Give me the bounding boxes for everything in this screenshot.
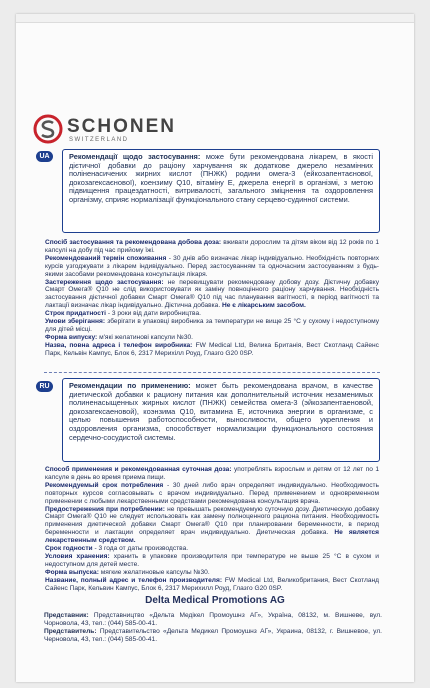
ua-shelf-title: Строк придатності	[45, 310, 106, 318]
brand-subtitle: SWITZERLAND	[69, 137, 129, 143]
schonen-logo-icon	[33, 114, 63, 144]
ru-shelf-body: - 3 года от даты производства.	[94, 545, 189, 553]
ua-manufacturer-title: Назва, повна адреса і телефон виробника:	[45, 341, 193, 349]
ru-not-medicine: Не является лекарственным средством.	[45, 529, 379, 545]
ua-manufacturer-body: FW Medical Ltd, Велика Британія, Вест Скотланд Сайенс Парк, Кельвін Кампус, Блок 6, 2317 Мерихілл Роуд, Глазго G20 0SP.	[45, 341, 379, 357]
ru-language-badge: RU	[36, 381, 53, 392]
rep-title-ua: Представник:	[44, 612, 89, 619]
ua-details	[45, 239, 379, 358]
ru-term-title: Рекомендуемый срок потребления	[45, 481, 164, 489]
ua-dose-body: вживати дорослим та дітям віком від 12 років по 1 капсулі на добу під час прийому їжі.	[45, 239, 379, 254]
ru-dose-title: Способ применения и рекомендованная суточная доза:	[45, 466, 232, 473]
ru-manufacturer-title: Название, полный адрес и телефон производителя:	[45, 576, 223, 584]
ru-details	[45, 466, 379, 593]
ru-form-title: Форма выпуска:	[45, 568, 99, 576]
package-top-flap	[16, 14, 414, 23]
ua-shelf-body: - 3 роки від дати виробництва.	[107, 310, 201, 318]
ua-storage-title: Умови зберігання:	[45, 318, 106, 326]
ua-dose-title: Спосіб застосування та рекомендована добова доза:	[45, 239, 222, 246]
ua-term-title: Рекомендований термін споживання	[45, 254, 167, 262]
ua-warnings-body: не перевищувати рекомендовану добову дозу. Дієтичну добавку Смарт Омега® Q10 не слід використовувати як заміну повноцінного раціону харчування. Необхідність застосування дієтичної добавки Смарт Омега® Q10 під час планування вагітності, в період вагітності та лактації визначає лікар індивідуально. Дієтична добавка.	[45, 278, 379, 310]
ua-not-medicine: Не є лікарським засобом.	[222, 302, 306, 310]
ru-storage-title: Условия хранения:	[45, 552, 110, 560]
ua-language-badge: UA	[36, 151, 53, 162]
ua-term-body: - 30 днів або визначає лікар індивідуально. Необхідність повторних курсів узгоджувати з лікарем індивідуально. Перед застосуванням та одночасним застосуванням з будь-якими засобами рекомендована консультація лікаря.	[45, 254, 379, 278]
ru-warnings-body: не превышать рекомендуемую суточную дозу. Диетическую добавку Смарт Омега® Q10 не следует использовать как замену полноценного рациона питания. Необходимость применения диетической добавки Смарт Омега® Q10 при планировании беременности, в период беременности и лактации определяет врач индивидуально. Диетическая добавка.	[45, 505, 379, 537]
ua-form-title: Форма випуску:	[45, 333, 98, 341]
ru-recommendation-title: Рекомендации по применению:	[69, 381, 191, 390]
section-divider	[44, 372, 380, 373]
ru-term-body: - 30 дней либо врач определяет индивидуально. Необходимость повторных курсов согласовывать с врачом индивидуально. Перед применением и одновременном применении с любыми лекарственными средствами рекомендована консультация врача.	[45, 481, 379, 505]
ru-shelf-title: Срок годности	[45, 545, 93, 553]
ru-dose-body: употреблять взрослым и детям от 12 лет по 1 капсуле в день во время приема пищи.	[45, 466, 379, 481]
representative-info	[44, 612, 382, 644]
ua-recommendation-body: може бути рекомендована лікарем, в якості дієтичної добавки до раціону харчування як додаткове джерело незамінних поліненасичених жирних кислот (ПНЖК) родини омега-3 (ейкозапентаєнової, докозагексаєнової), коензиму Q10, вітаміну Е, джерела енергії в організмі, з метою підвищення працездатності, витривалості, загального зміцнення та оздоровлення організму, сприяє нормалізації функціонального стану серцево-судинної системи.	[69, 152, 374, 204]
ru-recommendation-panel	[62, 378, 380, 462]
company-name: Delta Medical Promotions AG	[145, 595, 285, 606]
ru-form-body: мягкие желатиновые капсулы №30.	[100, 568, 210, 576]
ua-warnings-title: Застереження щодо застосування:	[45, 278, 164, 286]
ua-form-body: м'які желатинові капсули №30.	[99, 333, 193, 341]
ru-storage-body: хранить в упаковке производителя при температуре не выше 25 °С в сухом и недоступном для детей месте.	[45, 552, 379, 568]
ua-storage-body: зберігати в упаковці виробника за температури не вище 25 °С у сухому і недоступному для дітей місці.	[45, 318, 379, 333]
ua-recommendation-title: Рекомендації щодо застосування:	[69, 152, 201, 161]
rep-body-ru: Представительство «Дельта Медикел Промоушнз АГ», Украина, 08132, г. Вишневое, ул. Черновола, 43, тел.: (044) 585-00-41.	[44, 627, 382, 643]
brand-logo	[33, 112, 253, 146]
rep-title-ru: Представитель:	[44, 627, 97, 635]
ru-recommendation-body: может быть рекомендована врачом, в качестве диетической добавки к рациону питания как дополнительный источник незаменимых полиненасыщенных жирных кислот (ПНЖК) семейства омега-3 (эйкозапентаеновой, докозагексаеновой), коэнзима Q10, витамина Е, источника энергии в организме, с целью повышения работоспособности, выносливости, общего укрепления и оздоровления организма, способствует нормализации функционального состояния сердечно-сосудистой системы.	[69, 381, 373, 442]
brand-name: SCHONEN	[67, 116, 177, 137]
rep-body-ua: Представництво «Дельта Медікел Промоушнз АГ», Україна, 08132, м. Вишневе, вул. Чорновола, 43, тел.: (044) 585-00-41.	[44, 612, 382, 627]
ua-recommendation-panel	[62, 149, 380, 233]
ru-warnings-title: Предостережения при потреблении:	[45, 505, 165, 513]
ru-manufacturer-body: FW Medical Ltd, Великобритания, Вест Скотланд Сайенс Парк, Кельвин Кампус, Блок 6, 2317 Мерихилл Роуд, Глазго G20 0SP.	[45, 576, 379, 592]
